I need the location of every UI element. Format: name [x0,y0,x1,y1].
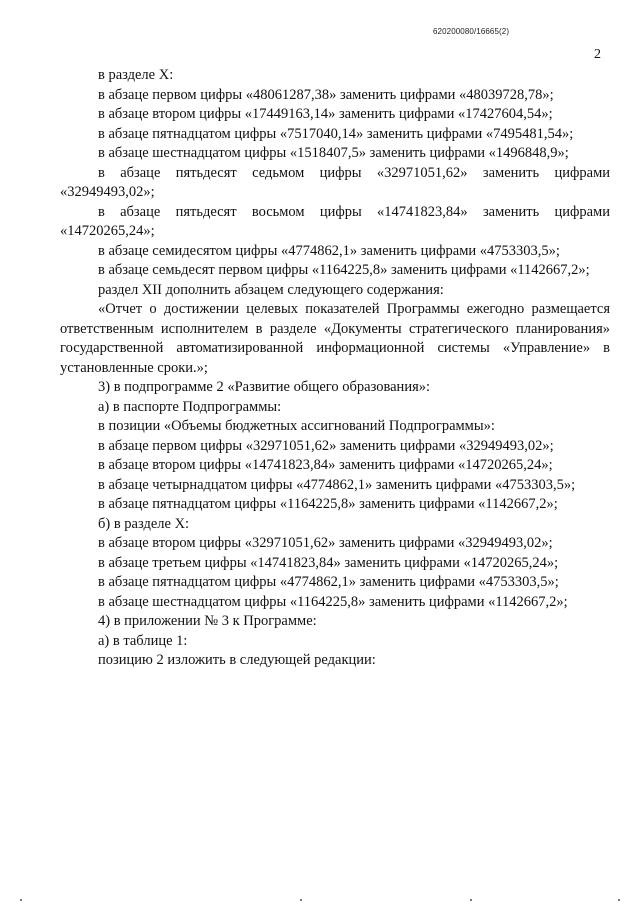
paragraph-9: в абзаце семьдесят первом цифры «1164225,8» заменить цифрами «1142667,2»; [98,262,590,278]
paragraph-4: в абзаце пятнадцатом цифры «7517040,14» заменить цифрами «7495481,54»; [98,125,574,142]
paragraph-19: б) в разделе X: [98,515,190,532]
paragraph-21: в абзаце третьем цифры «14741823,84» заменить цифрами «14720265,24»; [98,554,559,571]
paragraph-2: в абзаце первом цифры «48061287,38» заменить цифрами «48039728,78»; [98,86,554,103]
paragraph-5: в абзаце шестнадцатом цифры «1518407,5» заменить цифрами «1496848,9»; [98,145,569,161]
scan-dot [618,899,620,901]
paragraph-3: в абзаце втором цифры «17449163,14» заменить цифрами «17427604,54»; [98,106,553,122]
paragraph-22: в абзаце пятнадцатом цифры «4774862,1» заменить цифрами «4753303,5»; [98,574,559,590]
paragraph-25: а) в таблице 1: [98,632,188,649]
paragraph-1: в разделе X: [98,67,174,83]
document-id: 620200080/16665(2) [433,27,510,36]
paragraph-10: раздел XII дополнить абзацем следующего содержания: [98,281,444,298]
scan-dot [20,899,22,901]
paragraph-23: в абзаце шестнадцатом цифры «1164225,8» заменить цифрами «1142667,2»; [98,593,568,610]
page-number: 2 [594,47,601,62]
paragraph-20: в абзаце втором цифры «32971051,62» заменить цифрами «32949493,02»; [98,535,553,551]
paragraph-6: в абзаце пятьдесят седьмом цифры «32971051,62» заменить цифрами «32949493,02»; [60,164,610,200]
paragraph-7: в абзаце пятьдесят восьмом цифры «14741823,84» заменить цифрами «14720265,24»; [60,203,610,239]
paragraph-11: «Отчет о достижении целевых показателей Программы ежегодно размещается ответственным исполнителем в разделе «Документы стратегического планирования» государственной автоматизированной информационной системы «Управление» в установленные сроки.»; [60,301,610,376]
paragraph-12: 3) в подпрограмме 2 «Развитие общего образования»: [98,379,431,395]
scan-dot [470,899,472,901]
paragraph-18: в абзаце пятнадцатом цифры «1164225,8» заменить цифрами «1142667,2»; [98,496,558,512]
scan-dot [300,899,302,901]
paragraph-17: в абзаце четырнадцатом цифры «4774862,1» заменить цифрами «4753303,5»; [98,476,576,493]
scan-artifacts [0,895,640,905]
paragraph-14: в позиции «Объемы бюджетных ассигнований Подпрограммы»: [98,418,495,434]
paragraph-8: в абзаце семидесятом цифры «4774862,1» заменить цифрами «4753303,5»; [98,242,560,259]
paragraph-13: а) в паспорте Подпрограммы: [98,398,282,415]
paragraph-24: 4) в приложении № 3 к Программе: [98,613,317,629]
paragraph-15: в абзаце первом цифры «32971051,62» заменить цифрами «32949493,02»; [98,437,554,454]
document-body [60,66,610,671]
paragraph-26: позицию 2 изложить в следующей редакции: [98,652,376,668]
paragraph-16: в абзаце втором цифры «14741823,84» заменить цифрами «14720265,24»; [98,457,553,473]
